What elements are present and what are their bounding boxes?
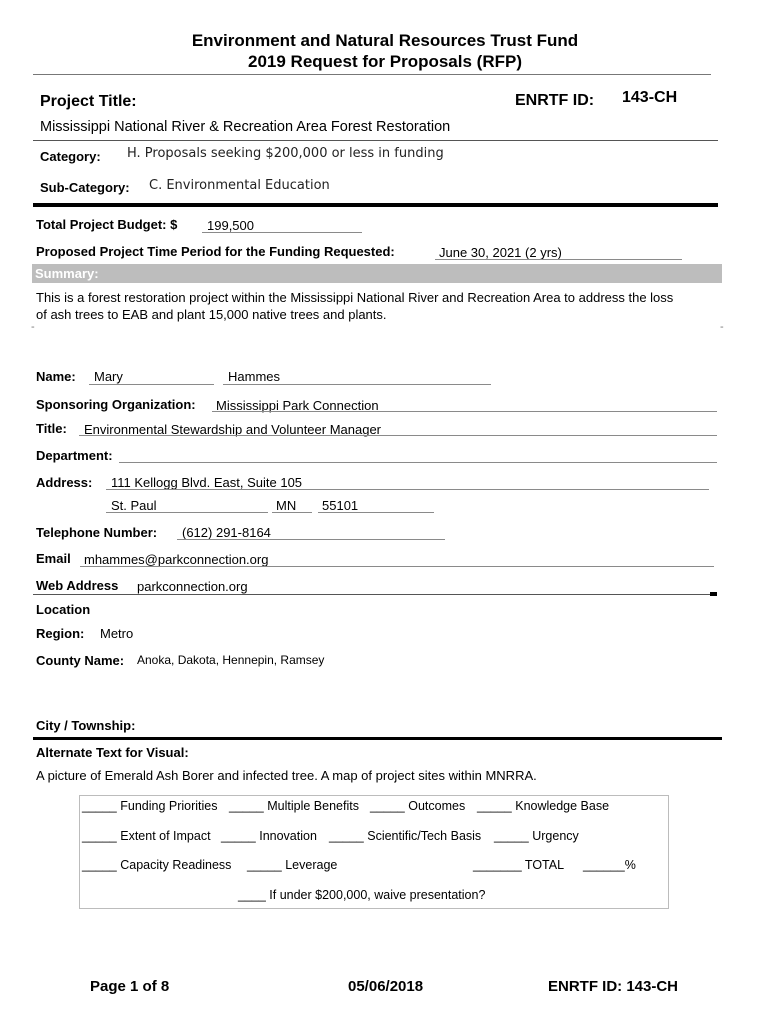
score-outcomes: _____ Outcomes: [370, 799, 466, 813]
email-value: mhammes@parkconnection.org: [84, 552, 269, 567]
summary-text-line2: of ash trees to EAB and plant 15,000 native trees and plants.: [36, 307, 387, 322]
contact-title-value: Environmental Stewardship and Volunteer Manager: [84, 422, 382, 437]
web-address-underline: [33, 594, 717, 595]
address-line1-underline: [106, 489, 709, 490]
score-capacity-readiness: _____ Capacity Readiness: [82, 858, 232, 872]
summary-mark-left: -: [31, 321, 35, 333]
score-scientific-tech-basis: _____ Scientific/Tech Basis: [329, 829, 482, 843]
department-label: Department:: [36, 448, 113, 463]
time-period-underline: [435, 259, 682, 260]
subcategory-label: Sub-Category:: [40, 180, 130, 195]
city-township-label: City / Township:: [36, 718, 136, 733]
time-period-label: Proposed Project Time Period for the Funding Requested:: [36, 244, 395, 259]
region-value: Metro: [100, 626, 134, 641]
scoring-box: [79, 795, 669, 909]
score-waive-presentation: ____ If under $200,000, waive presentation?: [238, 888, 486, 902]
enrtf-id-value: 143-CH: [622, 89, 678, 106]
time-period-value: June 30, 2021 (2 yrs): [439, 245, 562, 260]
summary-mark-right: -: [720, 321, 724, 333]
sponsoring-org-underline: [212, 411, 717, 412]
subcategory-value: C. Environmental Education: [149, 178, 330, 193]
telephone-underline: [177, 539, 445, 540]
first-name-value: Mary: [94, 369, 123, 384]
name-label: Name:: [36, 369, 76, 384]
category-label: Category:: [40, 149, 101, 164]
location-divider-thick: [33, 737, 722, 740]
project-title-value: Mississippi National River & Recreation Area Forest Restoration: [40, 119, 451, 135]
budget-underline: [202, 232, 362, 233]
category-value: H. Proposals seeking $200,000 or less in funding: [127, 146, 444, 161]
score-knowledge-base: _____ Knowledge Base: [477, 799, 610, 813]
county-name-value: Anoka, Dakota, Hennepin, Ramsey: [137, 653, 325, 667]
department-underline: [119, 462, 717, 463]
alt-text-label: Alternate Text for Visual:: [36, 745, 189, 760]
sponsoring-org-value: Mississippi Park Connection: [216, 398, 379, 413]
title-divider: [33, 140, 718, 141]
zip-underline: [318, 512, 434, 513]
address-label: Address:: [36, 475, 93, 490]
city-value: St. Paul: [111, 498, 157, 513]
score-funding-priorities: _____ Funding Priorities: [82, 799, 218, 813]
header-subtitle: 2019 Request for Proposals (RFP): [248, 52, 522, 71]
contact-title-underline: [79, 435, 717, 436]
section-divider-thick: [33, 203, 718, 207]
sponsoring-org-label: Sponsoring Organization:: [36, 397, 196, 412]
header-title: Environment and Natural Resources Trust Fund: [191, 31, 579, 50]
email-label: Email: [36, 551, 71, 566]
county-name-label: County Name:: [36, 653, 125, 668]
score-total: _______ TOTAL: [473, 858, 565, 872]
web-address-value: parkconnection.org: [137, 579, 248, 594]
web-address-label: Web Address: [36, 578, 119, 593]
score-urgency: _____ Urgency: [494, 829, 579, 843]
web-address-end-mark: [710, 592, 717, 596]
city-underline: [106, 512, 268, 513]
score-multiple-benefits: _____ Multiple Benefits: [229, 799, 359, 813]
header-divider: [33, 74, 711, 75]
contact-title-label: Title:: [36, 421, 67, 436]
score-innovation: _____ Innovation: [221, 829, 317, 843]
budget-label: Total Project Budget: $: [36, 217, 178, 232]
score-percent: ______%: [583, 858, 636, 872]
telephone-value: (612) 291-8164: [182, 525, 271, 540]
address-line1-value: 111 Kellogg Blvd. East, Suite 105: [111, 475, 303, 490]
summary-text-line1: This is a forest restoration project within the Mississippi National River and Recreation Area to address the loss: [36, 290, 674, 305]
score-leverage: _____ Leverage: [247, 858, 338, 872]
first-name-underline: [89, 384, 214, 385]
last-name-value: Hammes: [228, 369, 281, 384]
region-label: Region:: [36, 626, 85, 641]
telephone-label: Telephone Number:: [36, 525, 158, 540]
alt-text-value: A picture of Emerald Ash Borer and infected tree. A map of project sites within MNRRA.: [36, 768, 537, 783]
state-underline: [272, 512, 312, 513]
score-extent-of-impact: _____ Extent of Impact: [82, 829, 211, 843]
summary-label: Summary:: [35, 266, 99, 281]
footer-page-number: Page 1 of 8: [90, 978, 170, 995]
last-name-underline: [223, 384, 491, 385]
state-value: MN: [276, 498, 297, 513]
footer-enrtf-id: ENRTF ID: 143-CH: [548, 978, 679, 995]
location-label: Location: [36, 602, 91, 617]
email-underline: [80, 566, 714, 567]
enrtf-id-label: ENRTF ID:: [515, 92, 595, 109]
summary-header-bar: [32, 264, 722, 283]
footer-date: 05/06/2018: [348, 978, 424, 995]
project-title-label: Project Title:: [40, 93, 137, 110]
zip-value: 55101: [322, 498, 359, 513]
budget-value: 199,500: [207, 218, 254, 233]
